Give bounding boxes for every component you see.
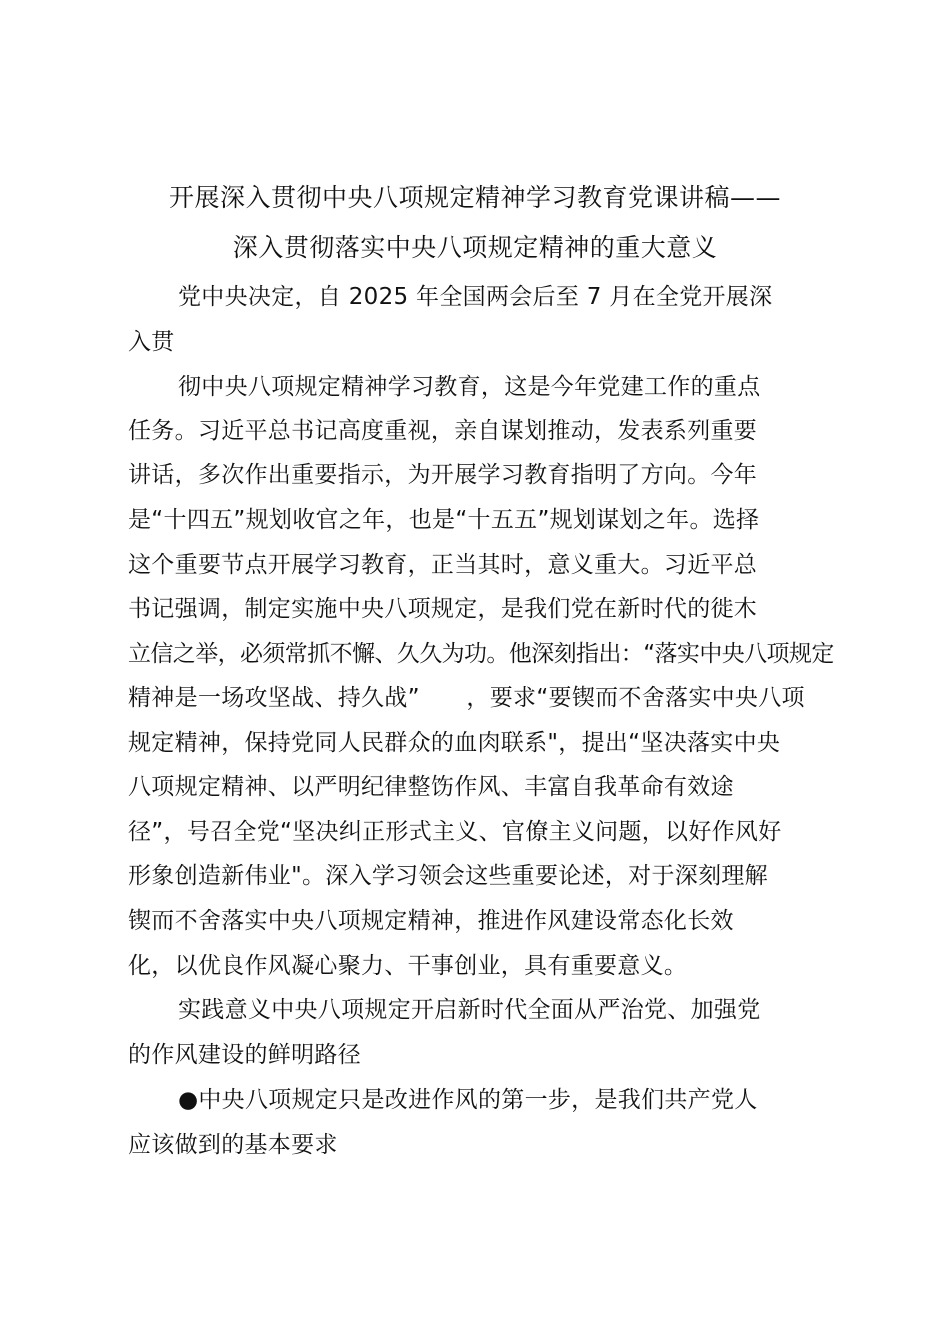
paragraph-line: 入贯 (128, 329, 175, 355)
paragraph-line: 彻中央八项规定精神学习教育，这是今年党建工作的重点 (178, 374, 761, 400)
paragraph-line: 规定精神，保持党同人民群众的血肉联系"，提出“坚决落实中央 (128, 730, 781, 756)
paragraph-line: 锲而不舍落实中央八项规定精神，推进作风建设常态化长效 (128, 908, 734, 934)
paragraph-line: 径”，号召全党“坚决纠正形式主义、官僚主义问题，以好作风好 (128, 819, 782, 845)
paragraph-line: 是“十四五”规划收官之年，也是“十五五”规划谋划之年。选择 (128, 507, 760, 533)
paragraph-line: 的作风建设的鲜明路径 (128, 1042, 361, 1068)
paragraph-line: 实践意义中央八项规定开启新时代全面从严治党、加强党 (178, 997, 761, 1023)
paragraph-line: 任务。习近平总书记高度重视，亲自谋划推动，发表系列重要 (128, 418, 758, 444)
paragraph-line: 这个重要节点开展学习教育，正当其时，意义重大。习近平总 (128, 552, 758, 578)
paragraph-line: ●中央八项规定只是改进作风的第一步，是我们共产党人 (178, 1087, 758, 1113)
paragraph-line: 化，以优良作风凝心聚力、干事创业，具有重要意义。 (128, 953, 688, 979)
paragraph-line: 讲话，多次作出重要指示，为开展学习教育指明了方向。今年 (128, 462, 758, 488)
document-title-line-1: 开展深入贯彻中央八项规定精神学习教育党课讲稿—— (168, 183, 781, 212)
paragraph-line: 八项规定精神、以严明纪律整饬作风、丰富自我革命有效途 (128, 774, 734, 800)
paragraph-line: 党中央决定，自 2025 年全国两会后至 7 月在全党开展深 (178, 284, 773, 310)
paragraph-line: 形象创造新伟业"。深入学习领会这些重要论述，对于深刻理解 (128, 863, 768, 889)
paragraph-line: 精神是一场攻坚战、持久战” ，要求“要锲而不舍落实中央八项 (128, 685, 805, 711)
document-title-line-2: 深入贯彻落实中央八项规定精神的重大意义 (232, 233, 718, 262)
paragraph-line: 应该做到的基本要求 (128, 1132, 338, 1158)
paragraph-line: 书记强调，制定实施中央八项规定，是我们党在新时代的徙木 (128, 596, 758, 622)
paragraph-line: 立信之举，必须常抓不懈、久久为功。他深刻指出：“落实中央八项规定 (128, 641, 834, 667)
